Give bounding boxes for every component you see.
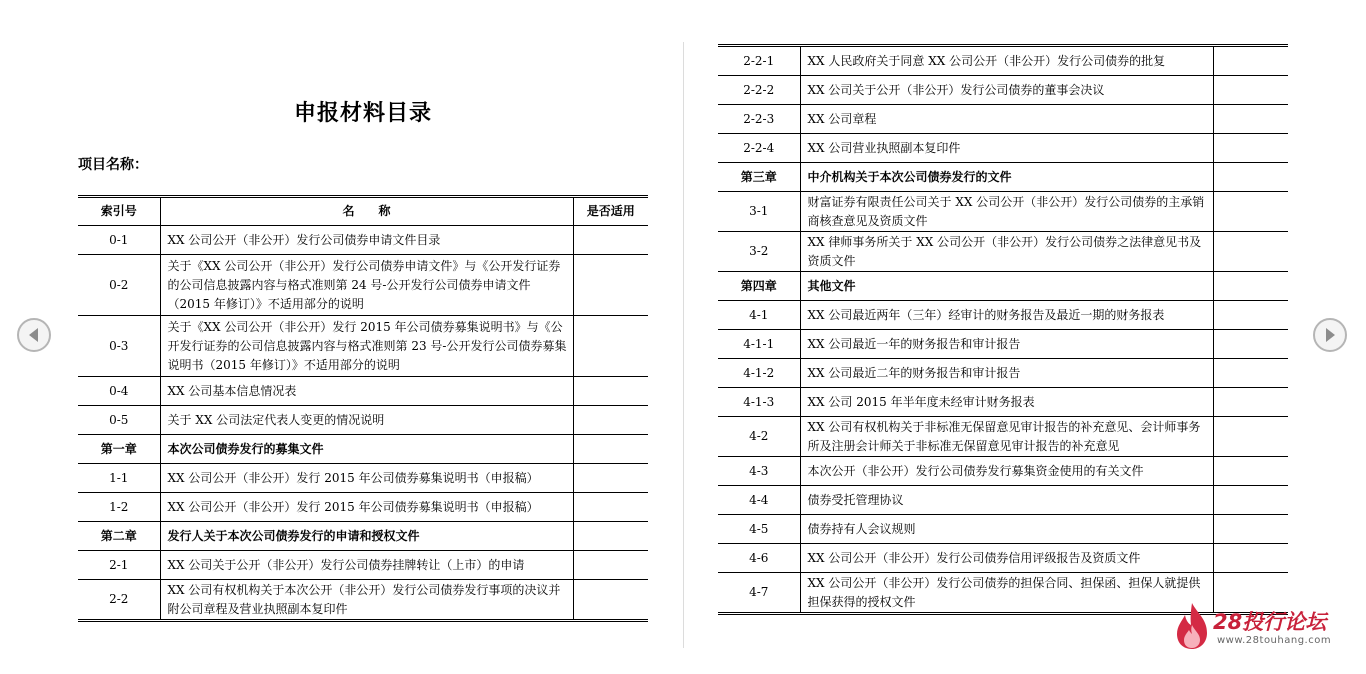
index-cell: 4-1-1 xyxy=(718,330,800,359)
index-cell: 0-4 xyxy=(78,377,160,406)
index-cell: 4-5 xyxy=(718,515,800,544)
watermark-logo xyxy=(1171,601,1341,651)
applicable-cell xyxy=(573,551,648,580)
applicable-cell xyxy=(1213,272,1288,301)
chevron-right-icon xyxy=(1315,320,1345,350)
applicable-cell xyxy=(1213,134,1288,163)
index-cell: 第一章 xyxy=(78,435,160,464)
table-row xyxy=(718,46,1288,76)
table-row xyxy=(78,551,648,580)
flame-logo-icon xyxy=(1171,601,1213,651)
project-name-label: 项目名称： xyxy=(78,157,148,173)
table-row xyxy=(718,330,1288,359)
index-cell: 1-1 xyxy=(78,464,160,493)
toc-table-right xyxy=(718,44,1288,615)
name-cell: XX 公司章程 xyxy=(800,105,1213,134)
name-cell: XX 公司基本信息情况表 xyxy=(160,377,573,406)
name-cell: 关于《XX 公司公开（非公开）发行 2015 年公司债券募集说明书》与《公开发行证券的公司信息披露内容与格式准则第 23 号-公开发行公司债券募集说明书（2015 年修订）》不适用部分的说明 xyxy=(160,316,573,377)
table-row xyxy=(718,515,1288,544)
index-cell: 4-1 xyxy=(718,301,800,330)
index-cell: 第四章 xyxy=(718,272,800,301)
index-cell: 第三章 xyxy=(718,163,800,192)
index-cell: 2-1 xyxy=(78,551,160,580)
applicable-cell xyxy=(1213,388,1288,417)
table-row xyxy=(78,406,648,435)
applicable-cell xyxy=(1213,301,1288,330)
applicable-cell xyxy=(1213,417,1288,457)
prev-page-button[interactable] xyxy=(17,318,51,352)
name-cell: 债券持有人会议规则 xyxy=(800,515,1213,544)
index-cell: 0-3 xyxy=(78,316,160,377)
applicable-cell xyxy=(1213,359,1288,388)
name-cell: XX 公司最近一年的财务报告和审计报告 xyxy=(800,330,1213,359)
applicable-cell xyxy=(1213,46,1288,76)
index-cell: 0-2 xyxy=(78,255,160,316)
applicable-cell xyxy=(1213,486,1288,515)
applicable-cell xyxy=(573,316,648,377)
index-cell: 0-5 xyxy=(78,406,160,435)
applicable-cell xyxy=(1213,105,1288,134)
table-row xyxy=(78,580,648,621)
applicable-cell xyxy=(573,377,648,406)
name-cell: 本次公开（非公开）发行公司债券发行募集资金使用的有关文件 xyxy=(800,457,1213,486)
name-cell: XX 公司有权机构关于非标准无保留意见审计报告的补充意见、会计师事务所及注册会计师关于非标准无保留意见审计报告的补充意见 xyxy=(800,417,1213,457)
applicable-cell xyxy=(1213,515,1288,544)
toc-body-left xyxy=(78,226,648,621)
applicable-cell xyxy=(573,435,648,464)
table-row xyxy=(78,377,648,406)
name-cell: 中介机构关于本次公司债券发行的文件 xyxy=(800,163,1213,192)
index-cell: 4-3 xyxy=(718,457,800,486)
name-cell: XX 公司关于公开（非公开）发行公司债券挂牌转让（上市）的申请 xyxy=(160,551,573,580)
header-index: 索引号 xyxy=(78,197,160,226)
index-cell: 4-1-2 xyxy=(718,359,800,388)
table-row xyxy=(718,232,1288,272)
applicable-cell xyxy=(573,580,648,621)
chapter-row xyxy=(78,522,648,551)
applicable-cell xyxy=(1213,163,1288,192)
table-row xyxy=(718,457,1288,486)
page-divider xyxy=(683,42,684,648)
applicable-cell xyxy=(1213,232,1288,272)
name-cell: XX 公司公开（非公开）发行公司债券信用评级报告及资质文件 xyxy=(800,544,1213,573)
table-row xyxy=(718,388,1288,417)
document-title: 申报材料目录 xyxy=(293,101,432,126)
applicable-cell xyxy=(1213,457,1288,486)
table-row xyxy=(718,105,1288,134)
name-cell: 关于 XX 公司法定代表人变更的情况说明 xyxy=(160,406,573,435)
applicable-cell xyxy=(573,464,648,493)
table-row xyxy=(78,226,648,255)
table-row xyxy=(78,493,648,522)
chevron-left-icon xyxy=(19,320,49,350)
table-row xyxy=(718,134,1288,163)
applicable-cell xyxy=(1213,76,1288,105)
table-row xyxy=(78,464,648,493)
name-cell: 发行人关于本次公司债券发行的申请和授权文件 xyxy=(160,522,573,551)
applicable-cell xyxy=(573,406,648,435)
name-cell: 其他文件 xyxy=(800,272,1213,301)
name-cell: XX 公司营业执照副本复印件 xyxy=(800,134,1213,163)
index-cell: 2-2-1 xyxy=(718,46,800,76)
table-row xyxy=(718,76,1288,105)
index-cell: 2-2-2 xyxy=(718,76,800,105)
index-cell: 4-2 xyxy=(718,417,800,457)
name-cell: 债券受托管理协议 xyxy=(800,486,1213,515)
toc-body-right xyxy=(718,46,1288,614)
index-cell: 第二章 xyxy=(78,522,160,551)
index-cell: 2-2-3 xyxy=(718,105,800,134)
name-cell: XX 公司有权机构关于本次公开（非公开）发行公司债券发行事项的决议并附公司章程及营业执照副本复印件 xyxy=(160,580,573,621)
index-cell: 2-2-4 xyxy=(718,134,800,163)
applicable-cell xyxy=(573,522,648,551)
name-cell: XX 公司关于公开（非公开）发行公司债券的董事会决议 xyxy=(800,76,1213,105)
watermark-url: www.28touhang.com xyxy=(1217,635,1332,646)
index-cell: 2-2 xyxy=(78,580,160,621)
name-cell: XX 公司公开（非公开）发行公司债券申请文件目录 xyxy=(160,226,573,255)
name-cell: 本次公司债券发行的募集文件 xyxy=(160,435,573,464)
chapter-row xyxy=(718,272,1288,301)
header-applicable: 是否适用 xyxy=(573,197,648,226)
index-cell: 3-1 xyxy=(718,192,800,232)
index-cell: 4-1-3 xyxy=(718,388,800,417)
index-cell: 4-7 xyxy=(718,573,800,614)
toc-table-left xyxy=(78,195,648,622)
table-row xyxy=(78,316,648,377)
header-name: 名 称 xyxy=(160,197,573,226)
next-page-button[interactable] xyxy=(1313,318,1347,352)
name-cell: XX 公司最近二年的财务报告和审计报告 xyxy=(800,359,1213,388)
index-cell: 4-4 xyxy=(718,486,800,515)
name-cell: XX 律师事务所关于 XX 公司公开（非公开）发行公司债券之法律意见书及资质文件 xyxy=(800,232,1213,272)
name-cell: XX 公司公开（非公开）发行 2015 年公司债券募集说明书（申报稿） xyxy=(160,464,573,493)
table-row xyxy=(718,417,1288,457)
applicable-cell xyxy=(1213,330,1288,359)
name-cell: 财富证券有限责任公司关于 XX 公司公开（非公开）发行公司债券的主承销商核查意见及资质文件 xyxy=(800,192,1213,232)
table-row xyxy=(718,486,1288,515)
watermark-brand: 28投行论坛 xyxy=(1213,610,1327,634)
table-row xyxy=(78,255,648,316)
index-cell: 0-1 xyxy=(78,226,160,255)
index-cell: 3-2 xyxy=(718,232,800,272)
name-cell: XX 公司 2015 年半年度未经审计财务报表 xyxy=(800,388,1213,417)
table-row xyxy=(718,544,1288,573)
table-header-row xyxy=(78,197,648,226)
applicable-cell xyxy=(1213,544,1288,573)
name-cell: XX 公司公开（非公开）发行公司债券的担保合同、担保函、担保人就提供担保获得的授权文件 xyxy=(800,573,1213,614)
name-cell: XX 公司公开（非公开）发行 2015 年公司债券募集说明书（申报稿） xyxy=(160,493,573,522)
chapter-row xyxy=(78,435,648,464)
applicable-cell xyxy=(573,255,648,316)
name-cell: XX 人民政府关于同意 XX 公司公开（非公开）发行公司债券的批复 xyxy=(800,46,1213,76)
table-row xyxy=(718,192,1288,232)
applicable-cell xyxy=(573,493,648,522)
name-cell: XX 公司最近两年（三年）经审计的财务报告及最近一期的财务报表 xyxy=(800,301,1213,330)
table-row xyxy=(718,359,1288,388)
table-row xyxy=(718,301,1288,330)
name-cell: 关于《XX 公司公开（非公开）发行公司债券申请文件》与《公开发行证券的公司信息披露内容与格式准则第 24 号-公开发行公司债券申请文件（2015 年修订）》不适用部分的说明 xyxy=(160,255,573,316)
applicable-cell xyxy=(1213,192,1288,232)
chapter-row xyxy=(718,163,1288,192)
index-cell: 1-2 xyxy=(78,493,160,522)
applicable-cell xyxy=(573,226,648,255)
index-cell: 4-6 xyxy=(718,544,800,573)
